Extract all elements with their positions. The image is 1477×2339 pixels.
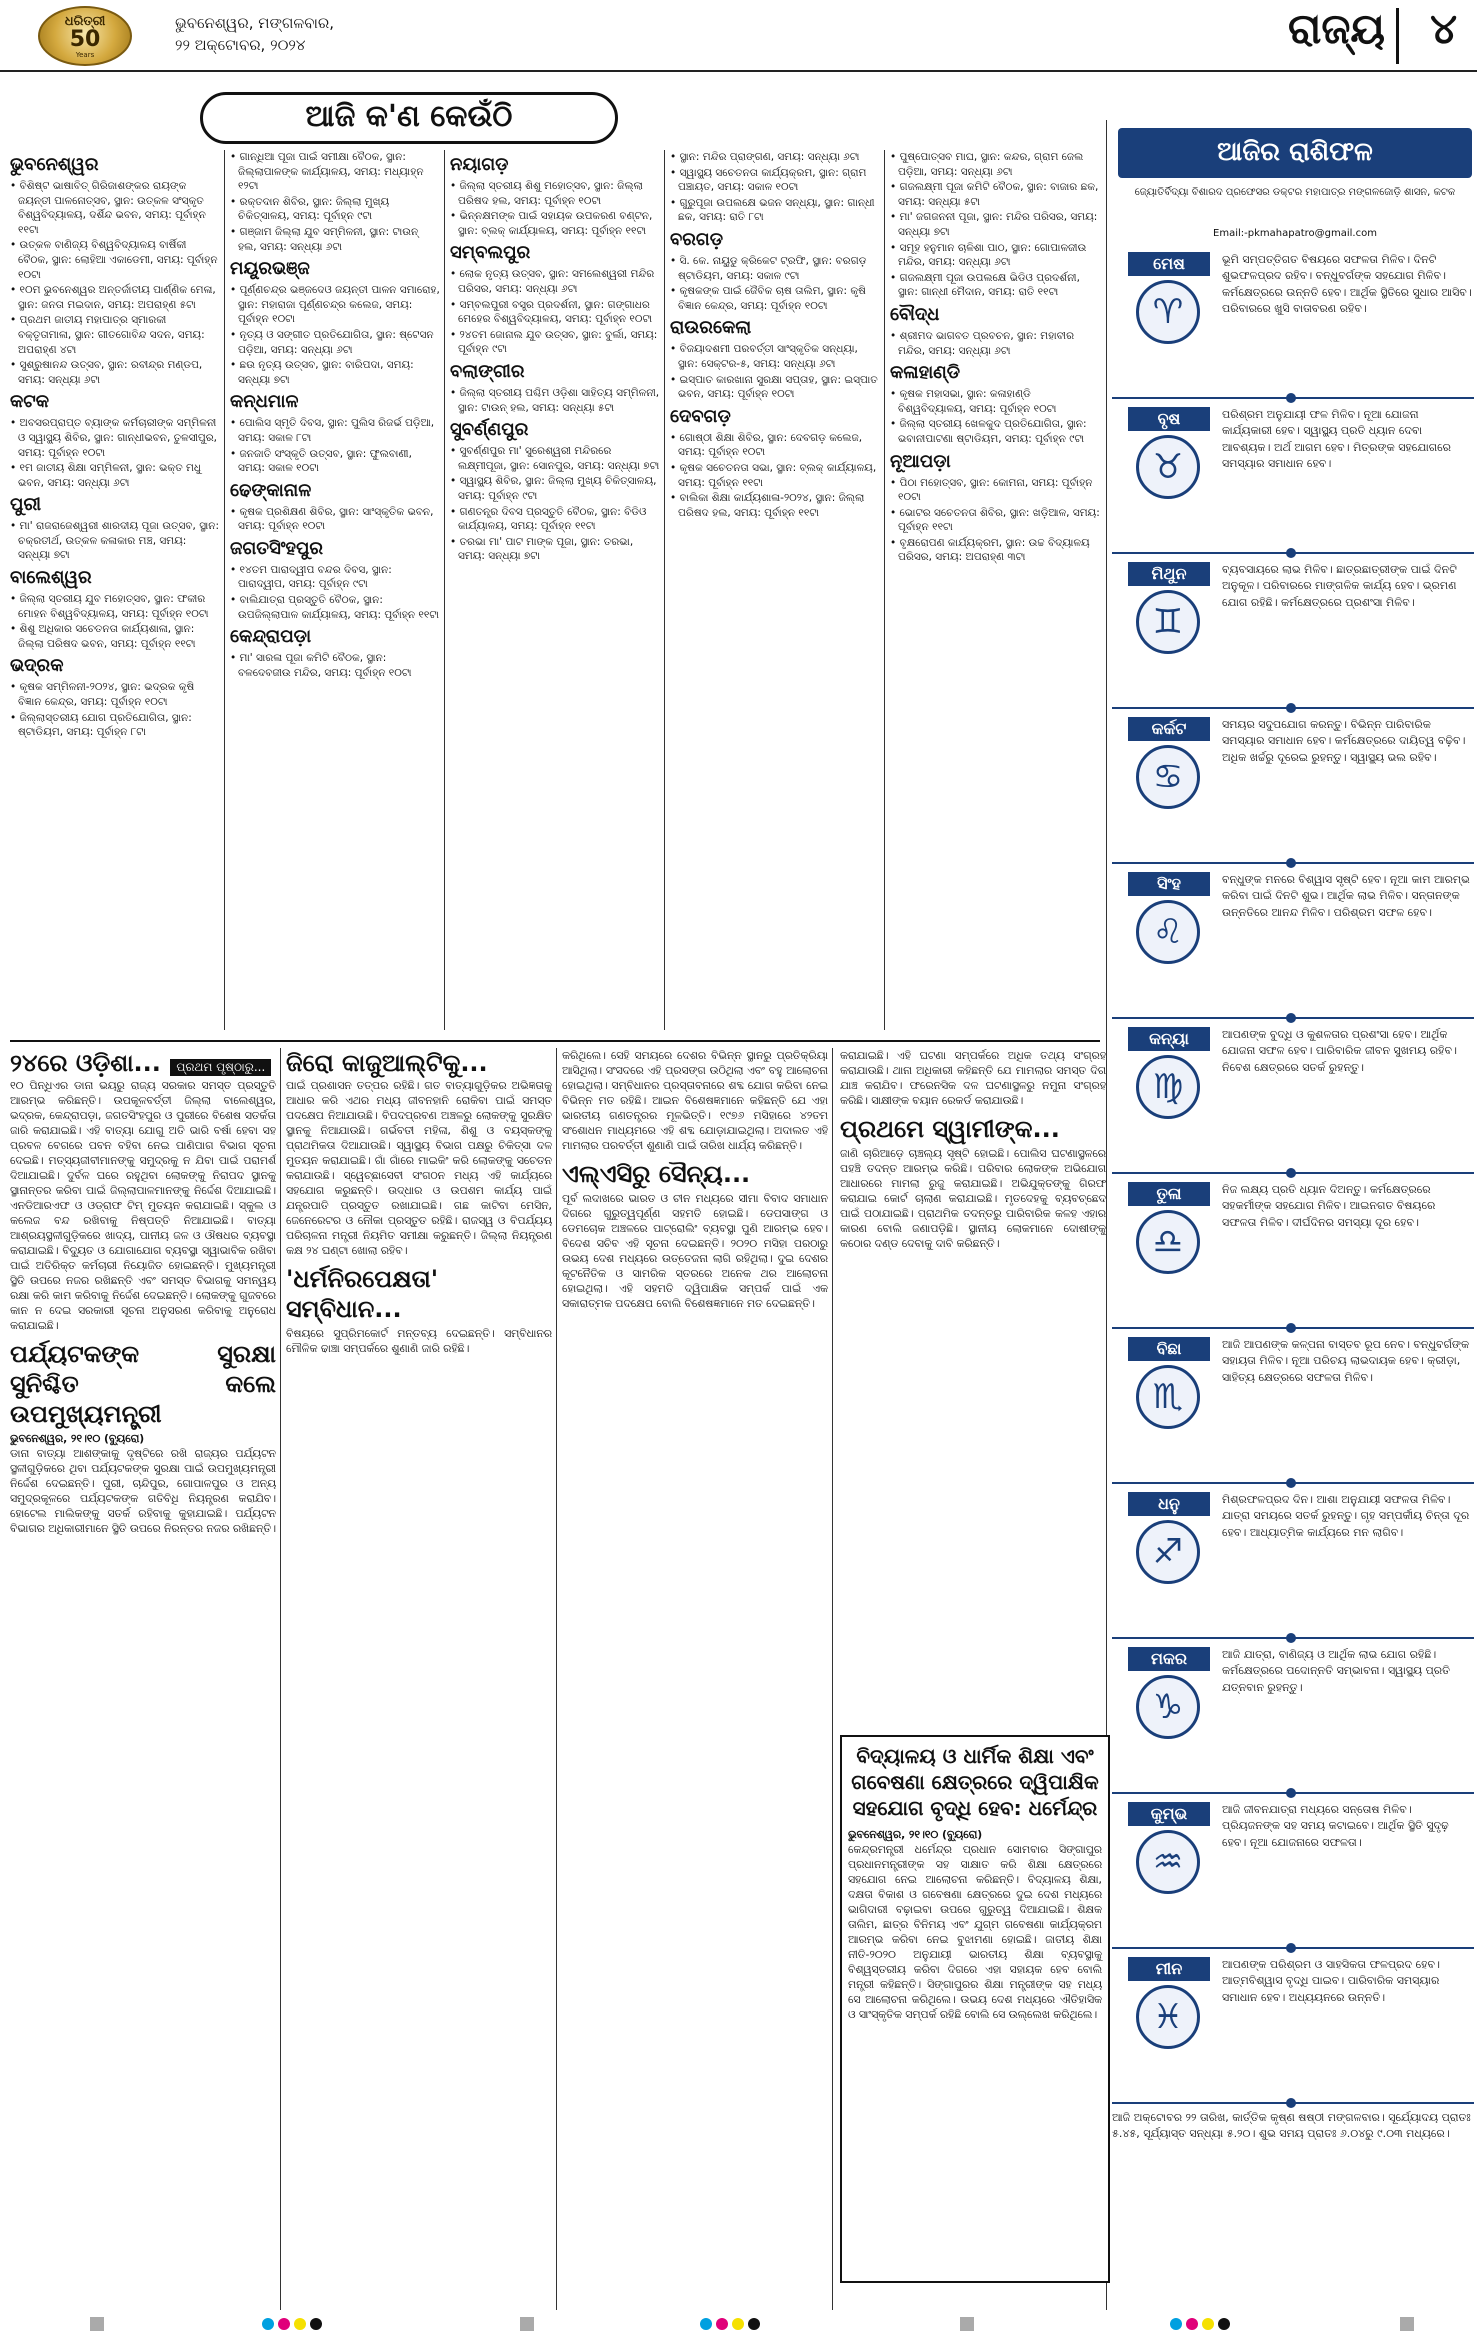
- rashi-block: [1112, 1802, 1474, 1943]
- event-item: • ଶିଶୁ ଅଧିକାର ସଚେତନତା କାର୍ଯ୍ୟଶାଳା, ସ୍ଥାନ: ଜିଲ୍ଲା ପରିଷଦ ଭବନ, ସମୟ: ପୂର୍ବାହ୍ନ ୧୧ଟା: [10, 623, 196, 650]
- event-item: • ପିଠା ମହୋତ୍ସବ, ସ୍ଥାନ: କୋମନା, ସମୟ: ପୂର୍ବାହ୍ନ ୧୦ଟା: [890, 476, 1093, 504]
- rashi-block: [1112, 1182, 1474, 1323]
- rashi-text: ବନ୍ଧୁଙ୍କ ମନରେ ବିଶ୍ୱାସ ସୃଷ୍ଟି ହେବ। ନୂଆ କାମ ଆରମ୍ଭ କରିବା ପାଇଁ ଦିନଟି ଶୁଭ। ଆର୍ଥିକ ଲାଭ ମିଳିବ। ସନ୍ତାନଙ୍କ ଉନ୍ନତିରେ ଆନନ୍ଦ ମିଳିବ। ପରିଶ୍ରମ ସଫଳ ହେବ।: [1222, 873, 1470, 919]
- logo-years-number: 50: [69, 27, 101, 52]
- zodiac-icon: ♉: [1136, 435, 1200, 499]
- event-item: • କୃଷକ ମହାସଭା, ସ୍ଥାନ: କଳାହାଣ୍ଡି ବିଶ୍ୱବିଦ୍ୟାଳୟ, ସମୟ: ପୂର୍ବାହ୍ନ ୧୦ଟା: [890, 388, 1057, 415]
- dateline-date: ୨୨ ଅକ୍ଟୋବର, ୨୦୨୪: [175, 36, 306, 54]
- event-item: • ବିଜୟାଦଶମୀ ପରବର୍ତ୍ତୀ ସାଂସ୍କୃତିକ ସନ୍ଧ୍ୟା, ସ୍ଥାନ: ସେକ୍ଟର-୫, ସମୟ: ସନ୍ଧ୍ୟା ୬ଟା: [670, 343, 858, 370]
- event-item: • ସ୍ଥାନ: ମନ୍ଦିର ପ୍ରାଙ୍ଗଣ, ସମୟ: ସନ୍ଧ୍ୟା ୬ଟା: [670, 151, 860, 163]
- event-item: • ମା' ସାରଳା ପୂଜା କମିଟି ବୈଠକ, ସ୍ଥାନ: ବଳଦେବଜୀଉ ମନ୍ଦିର, ସମୟ: ପୂର୍ବାହ୍ନ ୧୦ଟା: [230, 652, 412, 679]
- story2-headline: ପର୍ଯ୍ୟଟକଙ୍କ ସୁରକ୍ଷା ସୁନିଶ୍ଚିତ କଲେ ଉପମୁଖ୍ୟମନ୍ତ୍ରୀ: [10, 1340, 276, 1428]
- event-item: • ଜିଲ୍ଲା ସ୍ତରୀୟ ଯୁବ ମହୋତ୍ସବ, ସ୍ଥାନ: ଫକୀର ମୋହନ ବିଶ୍ୱବିଦ୍ୟାଳୟ, ସମୟ: ପୂର୍ବାହ୍ନ ୧୦ଟା: [10, 593, 209, 620]
- dateline-place-day: ଭୁବନେଶ୍ୱର, ମଙ୍ଗଳବାର,: [175, 14, 335, 32]
- district-heading: ଢେଙ୍କାନାଳ: [230, 479, 312, 501]
- gray-square-icon: [960, 2317, 974, 2331]
- column-divider: [444, 150, 445, 1030]
- district-heading: ଭଦ୍ରକ: [10, 655, 64, 677]
- column-divider: [556, 1048, 557, 2310]
- rashi-title: କନ୍ୟା: [1128, 1027, 1210, 1051]
- story7-headline: ପ୍ରଥମେ ସ୍ୱାମୀଙ୍କ...: [840, 1115, 1060, 1143]
- yellow-dot-icon: [1202, 2318, 1214, 2330]
- print-registration-mark: [520, 2316, 534, 2332]
- district-heading: ବରଗଡ଼: [670, 228, 724, 250]
- black-dot-icon: [310, 2318, 322, 2330]
- event-item: • ପ୍ରଥମ ଜାତୀୟ ମହାପାତ୍ର ସ୍ମାରକୀ ବକ୍ତୃତାମାଳା, ସ୍ଥାନ: ଗୀତଗୋବିନ୍ଦ ସଦନ, ସମୟ: ଅପରାହ୍ଣ ୪ଟା: [10, 314, 205, 356]
- district-heading: ମୟୂରଭଞ୍ଜ: [230, 258, 310, 280]
- district-heading: ବୌଦ୍ଧ: [890, 303, 940, 325]
- logo-name: ଧରିତ୍ରୀ: [64, 14, 106, 29]
- magenta-dot-icon: [716, 2318, 728, 2330]
- rashi-text: ବ୍ୟବସାୟରେ ଲାଭ ମିଳିବ। ଛାତ୍ରଛାତ୍ରୀଙ୍କ ପାଇଁ ଦିନଟି ଅନୁକୂଳ। ପରିବାରରେ ମାଙ୍ଗଳିକ କାର୍ଯ୍ୟ ହେବ। ଭ୍ରମଣ ଯୋଗ ରହିଛି। କର୍ମକ୍ଷେତ୍ରରେ ପ୍ରଶଂସା ମିଳିବ।: [1222, 563, 1457, 609]
- event-item: • କୃଷକ ସଚେତନତା ସଭା, ସ୍ଥାନ: ବ୍ଲକ୍ କାର୍ଯ୍ୟାଳୟ, ସମୟ: ପୂର୍ବାହ୍ନ ୧୧ଟା: [670, 461, 877, 489]
- event-item: • ମା' ରାଜରାଜେଶ୍ୱରୀ ଶାରଦୀୟ ପୂଜା ଉତ୍ସବ, ସ୍ଥାନ: ଚକ୍ରତୀର୍ଥ, ଉତ୍କଳ କଳାକାର ମଞ୍ଚ, ସମୟ: ସନ୍ଧ୍ୟା ୭ଟା: [10, 520, 220, 562]
- event-item: • ମା' ଜଗଜନନୀ ପୂଜା, ସ୍ଥାନ: ମନ୍ଦିର ପରିସର, ସମୟ: ସନ୍ଧ୍ୟା ୭ଟା: [890, 211, 1098, 238]
- rashi-title: ମକର: [1128, 1647, 1210, 1671]
- zodiac-icon: ♎: [1136, 1210, 1200, 1274]
- event-item: • ଉତ୍କଳ ବାଣିଜ୍ୟ ବିଶ୍ୱବିଦ୍ୟାଳୟ ବାର୍ଷିକୀ ବୈଠକ, ସ୍ଥାନ: ଲୋହିଆ ଏକାଡେମୀ, ସମୟ: ପୂର୍ବାହ୍ନ ୧୦ଟା: [10, 239, 218, 281]
- zodiac-icon: ♒: [1136, 1830, 1200, 1894]
- event-item: • ପୁଷ୍ପୋତ୍ସବ ମାଘ, ସ୍ଥାନ: କନ୍ଦର, ଗ୍ରାମ ଜେଲ ପଡ଼ିଆ, ସମୟ: ସନ୍ଧ୍ୟା ୬ଟା: [890, 151, 1084, 178]
- event-item: • ୧୪ତମ ପାରାଦ୍ୱୀପ ବନ୍ଦର ଦିବସ, ସ୍ଥାନ: ପାରାଦ୍ୱୀପ, ସମୟ: ପୂର୍ବାହ୍ନ ୯ଟା: [230, 563, 392, 591]
- district-heading: ଜଗତସିଂହପୁର: [230, 537, 324, 559]
- district-heading: ନୟାଗଡ଼: [450, 154, 509, 175]
- rashi-text: ଆଜି ଯାତ୍ରା, ବାଣିଜ୍ୟ ଓ ଆର୍ଥିକ ଲାଭ ଯୋଗ ରହିଛି। କର୍ମକ୍ଷେତ୍ରରେ ପଦୋନ୍ନତି ସମ୍ଭାବନା। ସ୍ୱାସ୍ଥ୍ୟ ପ୍ରତି ଯତ୍ନବାନ ରୁହନ୍ତୁ।: [1222, 1648, 1450, 1694]
- event-item: • ବାଲିଯାତ୍ରା ପ୍ରସ୍ତୁତି ବୈଠକ, ସ୍ଥାନ: ଉପଜିଲ୍ଲାପାଳ କାର୍ଯ୍ୟାଳୟ, ସମୟ: ପୂର୍ବାହ୍ନ ୧୧ଟା: [230, 594, 440, 621]
- events-banner: ଆଜି କ'ଣ କେଉଁଠି: [200, 92, 618, 144]
- story4-body: ବିଷୟରେ ସୁପ୍ରିମକୋର୍ଟ ମନ୍ତବ୍ୟ ଦେଇଛନ୍ତି। ସମ୍ବିଧାନର ମୌଳିକ ଢାଞ୍ଚା ସମ୍ପର୍କରେ ଶୁଣାଣି ଜାରି ରହିଛି।: [286, 1327, 552, 1355]
- print-registration-mark: [262, 2316, 322, 2332]
- rashi-text: ଆପଣଙ୍କ ବୁଦ୍ଧି ଓ କୁଶଳତାର ପ୍ରଶଂସା ହେବ। ଆର୍ଥିକ ଯୋଜନା ସଫଳ ହେବ। ପାରିବାରିକ ଜୀବନ ସୁଖମୟ ରହିବ। ନିବେଶ କ୍ଷେତ୍ରରେ ସତର୍କ ରୁହନ୍ତୁ।: [1222, 1028, 1457, 1074]
- print-registration-mark: [960, 2316, 974, 2332]
- rashi-title: ମୀନ: [1128, 1957, 1210, 1981]
- district-heading: ନୂଆପଡ଼ା: [890, 450, 951, 472]
- rashi-separator: [1112, 393, 1474, 403]
- events-column-4: [670, 150, 880, 1030]
- rashi-text: ଭୂମି ସମ୍ପତ୍ତିଗତ ବିଷୟରେ ସଫଳତା ମିଳିବ। ଦିନଟି ଶୁଭଫଳପ୍ରଦ ରହିବ। ବନ୍ଧୁବର୍ଗଙ୍କ ସହଯୋଗ ମିଳିବ। କର୍ମକ୍ଷେତ୍ରରେ ଉନ୍ନତି ହେବ। ଆର୍ଥିକ ସ୍ଥିତିରେ ସୁଧାର ଆସିବ। ପରିବାରରେ ଖୁସି ବାତାବରଣ ରହିବ।: [1222, 253, 1472, 316]
- events-column-5: [890, 150, 1100, 1030]
- district-heading: ବଲାଙ୍ଗୀର: [450, 360, 525, 382]
- print-registration-mark: [90, 2316, 104, 2332]
- cyan-dot-icon: [1170, 2318, 1182, 2330]
- zodiac-icon: ♋: [1136, 745, 1200, 809]
- zodiac-icon: ♑: [1136, 1675, 1200, 1739]
- news-rule: [10, 1040, 1100, 1042]
- rashi-title: କୁମ୍ଭ: [1128, 1802, 1210, 1826]
- event-item: • ରକ୍ତଦାନ ଶିବିର, ସ୍ଥାନ: ଜିଲ୍ଲା ମୁଖ୍ୟ ଚିକିତ୍ସାଳୟ, ସମୟ: ପୂର୍ବାହ୍ନ ୯ଟା: [230, 195, 390, 223]
- boxed-story-headline: ବିଦ୍ୟାଳୟ ଓ ଧାର୍ମିକ ଶିକ୍ଷା ଏବଂ ଗବେଷଣା କ୍ଷେତ୍ରରେ ଦ୍ୱିପାକ୍ଷିକ ସହଯୋଗ ବୃଦ୍ଧି ହେବ: ଧର୍ମେନ୍ଦ୍ର: [851, 1744, 1099, 1820]
- rashi-block: [1112, 562, 1474, 703]
- rashi-title: ବିଛା: [1128, 1337, 1210, 1361]
- boxed-story: [840, 1735, 1110, 2283]
- rashi-separator: [1112, 2098, 1474, 2108]
- story2-dateline: ଭୁବନେଶ୍ୱର, ୨୧।୧୦ (ବ୍ୟୁରୋ): [10, 1432, 145, 1445]
- rashi-block: [1112, 1027, 1474, 1168]
- event-item: • ପୂର୍ଣ୍ଣଚନ୍ଦ୍ର ଭଞ୍ଜଦେଓ ଜୟନ୍ତୀ ପାଳନ ସମାରୋହ, ସ୍ଥାନ: ମହାରାଜା ପୂର୍ଣ୍ଣଚନ୍ଦ୍ର କଲେଜ, ସମୟ: ପୂର୍ବାହ୍ନ ୧୦ଟା: [230, 284, 440, 326]
- cyan-dot-icon: [262, 2318, 274, 2330]
- rashi-text: ଆପଣଙ୍କ ପରିଶ୍ରମ ଓ ସାହସିକତା ଫଳପ୍ରଦ ହେବ। ଆତ୍ମବିଶ୍ୱାସ ବୃଦ୍ଧି ପାଇବ। ପାରିବାରିକ ସମସ୍ୟାର ସମାଧାନ ହେବ। ଅଧ୍ୟୟନରେ ଉନ୍ନତି।: [1222, 1958, 1440, 2004]
- events-column-3: [450, 150, 660, 1030]
- event-item: • ସୁଶ୍ରୁଷାନନ୍ଦ ଉତ୍ସବ, ସ୍ଥାନ: ରବୀନ୍ଦ୍ର ମଣ୍ଡପ, ସମୟ: ସନ୍ଧ୍ୟା ୬ଟା: [10, 359, 203, 386]
- rashi-block: [1112, 407, 1474, 548]
- district-heading: କେନ୍ଦ୍ରାପଡ଼ା: [230, 626, 312, 648]
- zodiac-icon: ♏: [1136, 1365, 1200, 1429]
- rashi-block: [1112, 717, 1474, 858]
- rashiphala-author: ଜ୍ୟୋତିର୍ବିଦ୍ୟା ବିଶାରଦ ପ୍ରଫେସର ଡକ୍ଟର ମହାପାତ୍ର ମଙ୍ଗଳଜୋଡ଼ି ଶାସନ, କଟକ: [1134, 187, 1456, 198]
- rashi-block: [1112, 872, 1474, 1013]
- rashi-block: [1112, 1647, 1474, 1788]
- event-item: • ନୃତ୍ୟ ଓ ସଙ୍ଗୀତ ପ୍ରତିଯୋଗିତା, ସ୍ଥାନ: ଷ୍ଟେସନ ପଡ଼ିଆ, ସମୟ: ସନ୍ଧ୍ୟା ୬ଟା: [230, 328, 434, 356]
- event-item: • ସମ୍ବଲପୁରୀ ବସ୍ତ୍ର ପ୍ରଦର୍ଶନୀ, ସ୍ଥାନ: ଗଙ୍ଗାଧର ମେହେର ବିଶ୍ୱବିଦ୍ୟାଳୟ, ସମୟ: ପୂର୍ବାହ୍ନ ୧୦ଟା: [450, 298, 653, 326]
- column-divider: [664, 150, 665, 1030]
- page-section-name: ରାଜ୍ୟ: [1287, 4, 1385, 53]
- story7-body: ଜାଣି ଚାରିଆଡ଼େ ଚାଞ୍ଚଲ୍ୟ ସୃଷ୍ଟି ହୋଇଛି। ପୋଲିସ ଘଟଣାସ୍ଥଳରେ ପହଞ୍ଚି ତଦନ୍ତ ଆରମ୍ଭ କରିଛି। ପରିବାର ଲୋକଙ୍କ ଅଭିଯୋଗ ଆଧାରରେ ମାମଲା ରୁଜୁ କରାଯାଇଛି। ଅଭିଯୁକ୍ତଙ୍କୁ ଗିରଫ କରାଯାଇ କୋର୍ଟ ଚାଲାଣ କରାଯାଇଛି। ମୃତଦେହକୁ ବ୍ୟବଚ୍ଛେଦ ପାଇଁ ପଠାଯାଇଛି। ପ୍ରାଥମିକ ତଦନ୍ତରୁ ପାରିବାରିକ କଳହ ଏହାର କାରଣ ବୋଲି ଜଣାପଡ଼ିଛି। ସ୍ଥାନୀୟ ଲୋକମାନେ ଦୋଷୀଙ୍କୁ କଠୋର ଦଣ୍ଡ ଦେବାକୁ ଦାବି କରିଛନ୍ତି।: [840, 1147, 1106, 1250]
- district-heading: ରାଉରକେଲା: [670, 317, 752, 339]
- news-column-4: [840, 1048, 1106, 1728]
- story3-headline: ଜିରୋ କାଜୁଆଲ୍‌ଟିକୁ...: [286, 1049, 488, 1077]
- event-item: • ସମୂହ ହନୁମାନ ଚାଳିଶା ପାଠ, ସ୍ଥାନ: ଗୋପାଳଜୀଉ ମନ୍ଦିର, ସମୟ: ସନ୍ଧ୍ୟା ୬ଟା: [890, 241, 1087, 269]
- event-item: • ଭିନ୍ନକ୍ଷମଙ୍କ ପାଇଁ ସହାୟକ ଉପକରଣ ବଣ୍ଟନ, ସ୍ଥାନ: ବ୍ଲକ୍ କାର୍ଯ୍ୟାଳୟ, ସମୟ: ପୂର୍ବାହ୍ନ ୧୧ଟା: [450, 210, 653, 237]
- event-item: • ବିଶିଷ୍ଟ ଭାଷାବିତ୍ ଗିରିଜାଶଙ୍କର ରାୟଙ୍କ ଜୟନ୍ତୀ ପାଳନୋତ୍ସବ, ସ୍ଥାନ: ଉତ୍କଳ ସଂସ୍କୃତ ବିଶ୍ୱବିଦ୍ୟାଳୟ, ଦର୍ଶିନ୍ଦ ଭବନ, ସମୟ: ପୂର୍ବାହ୍ନ ୧୧ଟା: [10, 180, 206, 236]
- boxed-story-dateline: ଭୁବନେଶ୍ୱର, ୨୧।୧୦ (ବ୍ୟୁରୋ): [848, 1828, 983, 1841]
- event-item: • ଛଉ ନୃତ୍ୟ ଉତ୍ସବ, ସ୍ଥାନ: ବାରିପଦା, ସମୟ: ସନ୍ଧ୍ୟା ୭ଟା: [230, 359, 414, 386]
- story8-body: କରାଯାଇଛି। ଏହି ଘଟଣା ସମ୍ପର୍କରେ ଅଧିକ ତଥ୍ୟ ସଂଗ୍ରହ କରାଯାଉଛି। ଥାନା ଅଧିକାରୀ କହିଛନ୍ତି ଯେ ମାମଲାର ସମସ୍ତ ଦିଗ ଯାଞ୍ଚ କରାଯିବ। ଫରେନସିକ ଦଳ ଘଟଣାସ୍ଥଳରୁ ନମୁନା ସଂଗ୍ରହ କରିଛି। ସାକ୍ଷୀଙ୍କ ବୟାନ ରେକର୍ଡ କରାଯାଉଛି।: [840, 1049, 1106, 1107]
- zodiac-icon: ♍: [1136, 1055, 1200, 1119]
- rashi-text: ଆଜି ଆପଣଙ୍କ କଳ୍ପନା ବାସ୍ତବ ରୂପ ନେବ। ବନ୍ଧୁବର୍ଗଙ୍କ ସହାୟତା ମିଳିବ। ନୂଆ ପରିଚୟ ଲାଭଦାୟକ ହେବ। କ୍ରୀଡ଼ା, ସାହିତ୍ୟ କ୍ଷେତ୍ରରେ ସଫଳତା ମିଳିବ।: [1222, 1338, 1470, 1384]
- event-item: • ସ୍ୱାସ୍ଥ୍ୟ ଶିବିର, ସ୍ଥାନ: ଜିଲ୍ଲା ମୁଖ୍ୟ ଚିକିତ୍ସାଳୟ, ସମୟ: ପୂର୍ବାହ୍ନ ୯ଟା: [450, 475, 657, 502]
- rashi-separator: [1112, 1633, 1474, 1643]
- rashi-title: ମିଥୁନ: [1128, 562, 1210, 586]
- story1-headline: ୨୪ରେ ଓଡ଼ିଶା...: [10, 1049, 161, 1077]
- event-item: • ଇସ୍ପାତ କାରଖାନା ସୁରକ୍ଷା ସପ୍ତାହ, ସ୍ଥାନ: ଇସ୍ପାତ ଭବନ, ସମୟ: ପୂର୍ବାହ୍ନ ୧୦ଟା: [670, 373, 878, 401]
- gray-square-icon: [520, 2317, 534, 2331]
- story-headline: [10, 1048, 276, 1078]
- event-item: • ଅବସରପ୍ରାପ୍ତ ବ୍ୟାଙ୍କ କର୍ମଚାରୀଙ୍କ ସମ୍ମିଳନୀ ଓ ସ୍ୱାସ୍ଥ୍ୟ ଶିବିର, ସ୍ଥାନ: ଗାନ୍ଧୀଭବନ, ତୁଳସୀପୁର, ସମୟ: ପୂର୍ବାହ୍ନ ୧୦ଟା: [10, 417, 218, 459]
- black-dot-icon: [1218, 2318, 1230, 2330]
- rashi-separator: [1112, 1788, 1474, 1798]
- event-item: • ସ୍ୱାସ୍ଥ୍ୟ ସଚେତନତା କାର୍ଯ୍ୟକ୍ରମ, ସ୍ଥାନ: ଗ୍ରାମ ପଞ୍ଚାୟତ, ସମୟ: ସକାଳ ୧୦ଟା: [670, 166, 867, 194]
- rashi-separator: [1112, 1478, 1474, 1488]
- story5-body: କରିଥିଲେ। ସେହି ସମୟରେ ଦେଶର ବିଭିନ୍ନ ସ୍ଥାନରୁ ପ୍ରତିକ୍ରିୟା ଆସିଥିଲା। ସଂସଦରେ ଏହି ପ୍ରସଙ୍ଗ ଉଠିଥିଲା ଏବଂ ବହୁ ଆଲୋଚନା ହୋଇଥିଲା। ସମ୍ବିଧାନର ପ୍ରସ୍ତାବନାରେ ଶବ୍ଦ ଯୋଗ କରିବା ନେଇ ବିଭିନ୍ନ ମତ ରହିଛି। ଆଇନ ବିଶେଷଜ୍ଞମାନେ କହିଛନ୍ତି ଯେ ଏହା ଭାରତୀୟ ଗଣତନ୍ତ୍ରର ମୂଳଭିତ୍ତି। ୧୯୭୬ ମସିହାରେ ୪୨ତମ ସଂଶୋଧନ ମାଧ୍ୟମରେ ଏହି ଶବ୍ଦ ଯୋଡ଼ାଯାଇଥିଲା। ଅଦାଲତ ଏହି ମାମଲାର ପରବର୍ତ୍ତୀ ଶୁଣାଣି ପାଇଁ ତାରିଖ ଧାର୍ଯ୍ୟ କରିଛନ୍ତି।: [562, 1049, 828, 1152]
- event-item: • ତରଭା ମା' ପାଟ ମାଙ୍କ ପୂଜା, ସ୍ଥାନ: ତରଭା, ସମୟ: ସନ୍ଧ୍ୟା ୭ଟା: [450, 535, 634, 563]
- event-item: • ଭୋଟର ସଚେତନତା ଶିବିର, ସ୍ଥାନ: ଖଡ଼ିଆଳ, ସମୟ: ପୂର୍ବାହ୍ନ ୧୧ଟା: [890, 506, 1100, 534]
- event-item: • କୃଷକଙ୍କ ପାଇଁ ଜୈବିକ ଚାଷ ତାଲିମ, ସ୍ଥାନ: କୃଷି ବିଜ୍ଞାନ କେନ୍ଦ୍ର, ସମୟ: ପୂର୍ବାହ୍ନ ୧୦ଟା: [670, 285, 866, 312]
- event-item: • ଗଜଲକ୍ଷ୍ମୀ ପୂଜା ଉପଲକ୍ଷେ ଭିଡିଓ ପ୍ରଦର୍ଶନୀ, ସ୍ଥାନ: ଗାନ୍ଧୀ ମୈଦାନ, ସମୟ: ରାତି ୧୧ଟା: [890, 271, 1080, 299]
- event-item: • ସି. କେ. ନାୟୁଡୁ କ୍ରିକେଟ ଟ୍ରଫି, ସ୍ଥାନ: ବରଗଡ଼ ଷ୍ଟାଡିୟମ, ସମୟ: ସକାଳ ୯ଟା: [670, 254, 867, 282]
- district-heading: ଦେବଗଡ଼: [670, 405, 731, 427]
- rashi-title: ସିଂହ: [1128, 872, 1210, 896]
- story2-body: ଡାନା ବାତ୍ୟା ଆଶଙ୍କାକୁ ଦୃଷ୍ଟିରେ ରଖି ରାଜ୍ୟର ପର୍ଯ୍ୟଟନ ସ୍ଥଳୀଗୁଡ଼ିକରେ ଥିବା ପର୍ଯ୍ୟଟକଙ୍କ ସୁରକ୍ଷା ପାଇଁ ଉପମୁଖ୍ୟମନ୍ତ୍ରୀ ନିର୍ଦ୍ଦେଶ ଦେଇଛନ୍ତି। ପୁରୀ, ଚାନ୍ଦିପୁର, ଗୋପାଳପୁର ଓ ଅନ୍ୟ ସମୁଦ୍ରକୂଳରେ ପର୍ଯ୍ୟଟକଙ୍କ ଗତିବିଧି ନିୟନ୍ତ୍ରଣ କରାଯିବ। ହୋଟେଲ ମାଲିକଙ୍କୁ ସତର୍କ ରହିବାକୁ କୁହାଯାଇଛି। ପର୍ଯ୍ୟଟନ ବିଭାଗର ଅଧିକାରୀମାନେ ସ୍ଥିତି ଉପରେ ନିରନ୍ତର ନଜର ରଖିଛନ୍ତି।: [10, 1447, 276, 1535]
- rashi-title: ଧନୁ: [1128, 1492, 1210, 1516]
- district-heading: ସୁବର୍ଣ୍ଣପୁର: [450, 419, 529, 441]
- event-item: • ଶ୍ରୀମଦ ଭାଗବତ ପ୍ରବଚନ, ସ୍ଥାନ: ମହାବୀର ମନ୍ଦିର, ସମୟ: ସନ୍ଧ୍ୟା ୬ଟା: [890, 329, 1075, 357]
- event-item: • ସୁବର୍ଣ୍ଣପୁର ମା' ସୁରେଶ୍ୱରୀ ମନ୍ଦିରରେ ଲକ୍ଷ୍ମୀପୂଜା, ସ୍ଥାନ: ସୋନପୁର, ସମୟ: ସନ୍ଧ୍ୟା ୭ଟା: [450, 445, 660, 472]
- rashi-title: କର୍କଟ: [1128, 717, 1210, 741]
- print-registration-mark: [700, 2316, 760, 2332]
- event-item: • ଗଣତନ୍ତ୍ର ଦିବସ ପ୍ରସ୍ତୁତି ବୈଠକ, ସ୍ଥାନ: ବିଡିଓ କାର୍ଯ୍ୟାଳୟ, ସମୟ: ପୂର୍ବାହ୍ନ ୧୧ଟା: [450, 505, 647, 533]
- rashi-separator: [1112, 858, 1474, 868]
- event-item: • କୃଷକ ପ୍ରଶିକ୍ଷଣ ଶିବିର, ସ୍ଥାନ: ସାଂସ୍କୃତିକ ଭବନ, ସମୟ: ପୂର୍ବାହ୍ନ ୧୦ଟା: [230, 505, 434, 533]
- event-item: • ବୃକ୍ଷରୋପଣ କାର୍ଯ୍ୟକ୍ରମ, ସ୍ଥାନ: ଉଚ୍ଚ ବିଦ୍ୟାଳୟ ପରିସର, ସମୟ: ଅପରାହ୍ଣ ୩ଟା: [890, 536, 1090, 564]
- masthead: [0, 0, 1477, 72]
- district-heading: ସମ୍ବଲପୁର: [450, 242, 531, 264]
- event-item: • ଗଞ୍ଜାମ ଜିଲ୍ଲା ଯୁବ ସମ୍ମିଳନୀ, ସ୍ଥାନ: ଟାଉନ୍ ହଲ, ସମୟ: ସନ୍ଧ୍ୟା ୬ଟା: [230, 225, 419, 253]
- rashiphala-banner: ଆଜିର ରାଶିଫଳ: [1118, 128, 1472, 178]
- news-column-1: [10, 1048, 276, 2310]
- rashi-block: [1112, 1492, 1474, 1633]
- event-item: • ୧ମ ଜାତୀୟ ଶିକ୍ଷା ସମ୍ମିଳନୀ, ସ୍ଥାନ: ଭକ୍ତ ମଧୁ ଭବନ, ସମୟ: ସନ୍ଧ୍ୟା ୬ଟା: [10, 462, 201, 489]
- event-item: • ଜନଜାତି ସଂସ୍କୃତି ଉତ୍ସବ, ସ୍ଥାନ: ଫୁଲବାଣୀ, ସମୟ: ସକାଳ ୧୦ଟା: [230, 447, 412, 475]
- boxed-story-body: କେନ୍ଦ୍ରମନ୍ତ୍ରୀ ଧର୍ମେନ୍ଦ୍ର ପ୍ରଧାନ ସୋମବାର ସିଙ୍ଗାପୁର ପ୍ରଧାନମନ୍ତ୍ରୀଙ୍କ ସହ ସାକ୍ଷାତ କରି ଶିକ୍ଷା କ୍ଷେତ୍ରରେ ସହଯୋଗ ନେଇ ଆଲୋଚନା କରିଛନ୍ତି। ବିଦ୍ୟାଳୟ ଶିକ୍ଷା, ଦକ୍ଷତା ବିକାଶ ଓ ଗବେଷଣା କ୍ଷେତ୍ରରେ ଦୁଇ ଦେଶ ମଧ୍ୟରେ ଭାଗିଦାରୀ ବଢ଼ାଇବା ଉପରେ ଗୁରୁତ୍ୱ ଦିଆଯାଇଛି। ଶିକ୍ଷକ ତାଲିମ, ଛାତ୍ର ବିନିମୟ ଏବଂ ଯୁଗ୍ମ ଗବେଷଣା କାର୍ଯ୍ୟକ୍ରମ ଆରମ୍ଭ କରିବା ନେଇ ବୁଝାମଣା ହୋଇଛି। ଜାତୀୟ ଶିକ୍ଷା ନୀତି-୨୦୨୦ ଅନୁଯାୟୀ ଭାରତୀୟ ଶିକ୍ଷା ବ୍ୟବସ୍ଥାକୁ ବିଶ୍ୱସ୍ତରୀୟ କରିବା ଦିଗରେ ଏହା ସହାୟକ ହେବ ବୋଲି ମନ୍ତ୍ରୀ କହିଛନ୍ତି। ସିଙ୍ଗାପୁରର ଶିକ୍ଷା ମନ୍ତ୍ରୀଙ୍କ ସହ ମଧ୍ୟ ସେ ଆଲୋଚନା କରିଥିଲେ। ଉଭୟ ଦେଶ ମଧ୍ୟରେ ଐତିହାସିକ ଓ ସାଂସ୍କୃତିକ ସମ୍ପର୍କ ରହିଛି ବୋଲି ସେ ଉଲ୍ଲେଖ କରିଥିଲେ।: [848, 1843, 1102, 2021]
- zodiac-icon: ♊: [1136, 590, 1200, 654]
- magenta-dot-icon: [278, 2318, 290, 2330]
- zodiac-icon: ♐: [1136, 1520, 1200, 1584]
- event-item: • କୃଷକ ସମ୍ମିଳନୀ-୨୦୨୪, ସ୍ଥାନ: ଭଦ୍ରକ କୃଷି ବିଜ୍ଞାନ କେନ୍ଦ୍ର, ସମୟ: ପୂର୍ବାହ୍ନ ୧୦ଟା: [10, 681, 195, 709]
- rashi-block: [1112, 1957, 1474, 2098]
- story3-body: ପାଇଁ ପ୍ରଶାସନ ତତ୍ପର ରହିଛି। ଗତ ବାତ୍ୟାଗୁଡ଼ିକର ଅଭିଜ୍ଞତାକୁ ଆଧାର କରି ଏଥର ମଧ୍ୟ ଜୀବନହାନି ରୋକିବା ପାଇଁ ସମସ୍ତ ପଦକ୍ଷେପ ନିଆଯାଉଛି। ବିପଦପ୍ରବଣ ଅଞ୍ଚଳରୁ ଲୋକଙ୍କୁ ସୁରକ୍ଷିତ ସ୍ଥାନକୁ ନିଆଯାଉଛି। ଗର୍ଭବତୀ ମହିଳା, ଶିଶୁ ଓ ବୟସ୍କଙ୍କୁ ପ୍ରାଥମିକତା ଦିଆଯାଉଛି। ସ୍ୱାସ୍ଥ୍ୟ ବିଭାଗ ପକ୍ଷରୁ ଚିକିତ୍ସା ଦଳ ମୁତୟନ କରାଯାଇଛି। ଗାଁ ଗାଁରେ ମାଇକିଂ କରି ଲୋକଙ୍କୁ ସଚେତନ କରାଯାଉଛି। ସ୍ୱେଚ୍ଛାସେବୀ ସଂଗଠନ ମଧ୍ୟ ଏହି କାର୍ଯ୍ୟରେ ସହଯୋଗ କରୁଛନ୍ତି। ଉଦ୍ଧାର ଓ ଉପଶମ କାର୍ଯ୍ୟ ପାଇଁ ଯନ୍ତ୍ରପାତି ପ୍ରସ୍ତୁତ ରଖାଯାଇଛି। ଗଛ କାଟିବା ମେସିନ, ଜେନେରେଟର ଓ ନୌକା ପ୍ରସ୍ତୁତ ରହିଛି। ରାଜସ୍ୱ ଓ ବିପର୍ଯ୍ୟୟ ପରିଚାଳନା ମନ୍ତ୍ରୀ ନିୟମିତ ସମୀକ୍ଷା କରୁଛନ୍ତି। ଜିଲ୍ଲା ନିୟନ୍ତ୍ରଣ କକ୍ଷ ୨୪ ଘଣ୍ଟା ଖୋଲା ରହିବ।: [286, 1079, 552, 1257]
- district-heading: ଭୁବନେଶ୍ୱର: [10, 154, 99, 175]
- rashi-separator: [1112, 1323, 1474, 1333]
- gray-square-icon: [90, 2317, 104, 2331]
- rashi-separator: [1112, 1943, 1474, 1953]
- event-item: • ୨୪ତମ ଜୋନାଲ ଯୁବ ଉତ୍ସବ, ସ୍ଥାନ: ବୁର୍ଲା, ସମୟ: ପୂର୍ବାହ୍ନ ୯ଟା: [450, 328, 658, 356]
- rashi-text: ନିଜ ଲକ୍ଷ୍ୟ ପ୍ରତି ଧ୍ୟାନ ଦିଅନ୍ତୁ। କର୍ମକ୍ଷେତ୍ରରେ ସହକର୍ମୀଙ୍କ ସହଯୋଗ ମିଳିବ। ଆଇନଗତ ବିଷୟରେ ସଫଳତା ମିଳିବ। ଦୀର୍ଘଦିନର ସମସ୍ୟା ଦୂର ହେବ।: [1222, 1183, 1436, 1229]
- story1-body: ୧୦ ପିନ୍ଧିଏର ଡାନା ଭୟରୁ ରାଜ୍ୟ ସରକାର ସମସ୍ତ ପ୍ରସ୍ତୁତି ଆରମ୍ଭ କରିଛନ୍ତି। ଉପକୂଳବର୍ତ୍ତୀ ଜିଲ୍ଲା ବାଲେଶ୍ୱର, ଭଦ୍ରକ, କେନ୍ଦ୍ରାପଡ଼ା, ଜଗତସିଂହପୁର ଓ ପୁରୀରେ ବିଶେଷ ସତର୍କତା ଜାରି କରାଯାଇଛି। ଏହି ବାତ୍ୟା ଯୋଗୁ ଅତି ଭାରି ବର୍ଷା ହେବା ସହ ପ୍ରବଳ ବେଗରେ ପବନ ବହିବା ନେଇ ପାଣିପାଗ ବିଭାଗ ସୂଚନା ଦେଇଛି। ମତ୍ସ୍ୟଜୀବୀମାନଙ୍କୁ ସମୁଦ୍ରକୁ ନ ଯିବା ପାଇଁ ପରାମର୍ଶ ଦିଆଯାଇଛି। ଦୁର୍ବଳ ଘରେ ରହୁଥିବା ଲୋକଙ୍କୁ ନିରାପଦ ସ୍ଥାନକୁ ସ୍ଥାନାନ୍ତର କରିବା ପାଇଁ ଜିଲ୍ଲାପାଳମାନଙ୍କୁ ନିର୍ଦ୍ଦେଶ ଦିଆଯାଇଛି। ଏନଡିଆରଏଫ ଓ ଓଡ୍ରାଫ ଟିମ୍ ମୁତୟନ କରାଯାଇଛି। ସ୍କୁଲ ଓ କଲେଜ ବନ୍ଦ ରଖିବାକୁ ନିଷ୍ପତ୍ତି ନିଆଯାଇଛି। ବାତ୍ୟା ଆଶ୍ରୟସ୍ଥଳୀଗୁଡ଼ିକରେ ଖାଦ୍ୟ, ପାନୀୟ ଜଳ ଓ ଔଷଧର ବ୍ୟବସ୍ଥା କରାଯାଇଛି। ବିଦ୍ୟୁତ ଓ ଯୋଗାଯୋଗ ବ୍ୟବସ୍ଥା ସ୍ୱାଭାବିକ ରଖିବା ପାଇଁ ଅତିରିକ୍ତ କର୍ମଚାରୀ ନିୟୋଜିତ ହୋଇଛନ୍ତି। ମୁଖ୍ୟମନ୍ତ୍ରୀ ସ୍ଥିତି ଉପରେ ନଜର ରଖିଛନ୍ତି ଏବଂ ସମସ୍ତ ବିଭାଗକୁ ସମନ୍ୱୟ ରକ୍ଷା କରି କାମ କରିବାକୁ ନିର୍ଦ୍ଦେଶ ଦେଇଛନ୍ତି। ଲୋକଙ୍କୁ ଗୁଜବରେ କାନ ନ ଦେଇ ସରକାରୀ ସୂଚନା ଅନୁସରଣ କରିବାକୁ ଅନୁରୋଧ କରାଯାଇଛି।: [10, 1079, 276, 1332]
- district-heading: ପୁରୀ: [10, 494, 42, 516]
- news-column-2: [286, 1048, 552, 2310]
- event-item: • ଜିଲ୍ଲା ସ୍ତରୀୟ ପଶ୍ଚିମ ଓଡ଼ିଶା ସାହିତ୍ୟ ସମ୍ମିଳନୀ, ସ୍ଥାନ: ଟାଉନ୍ ହଲ, ସମୟ: ସନ୍ଧ୍ୟା ୫ଟା: [450, 386, 660, 414]
- rashi-text: ମିଶ୍ରଫଳପ୍ରଦ ଦିନ। ଆଶା ଅନୁଯାୟୀ ସଫଳତା ମିଳିବ। ଯାତ୍ରା ସମୟରେ ସତର୍କ ରୁହନ୍ତୁ। ଗୃହ ସମ୍ପର୍କୀୟ ଚିନ୍ତା ଦୂର ହେବ। ଆଧ୍ୟାତ୍ମିକ କାର୍ଯ୍ୟରେ ମନ ଲାଗିବ।: [1222, 1493, 1470, 1539]
- rashiphala-footer: ଆଜି ଅକ୍ଟୋବର ୨୨ ତାରିଖ, କାର୍ତ୍ତିକ କୃଷ୍ଣ ଷଷ୍ଠୀ ମଙ୍ଗଳବାର। ସୂର୍ଯ୍ୟୋଦୟ ପ୍ରାତଃ ୫.୪୫, ସୂର୍ଯ୍ୟାସ୍ତ ସନ୍ଧ୍ୟା ୫.୨୦। ଶୁଭ ସମୟ ପ୍ରାତଃ ୬.୦୪ରୁ ୯.୦୩ ମଧ୍ୟରେ।: [1112, 2111, 1471, 2140]
- rashi-text: ଆଜି ଜୀବନଯାତ୍ରା ମଧ୍ୟରେ ସନ୍ତୋଷ ମିଳିବ। ପ୍ରିୟଜନଙ୍କ ସହ ସମୟ କଟାଇବେ। ଆର୍ଥିକ ସ୍ଥିତି ସୁଦୃଢ଼ ହେବ। ନୂଆ ଯୋଜନାରେ ସଫଳତା।: [1222, 1803, 1449, 1849]
- story1-kicker: ପ୍ରଥମ ପୃଷ୍ଠାରୁ...: [170, 1059, 271, 1076]
- event-item: • ଜିଲ୍ଲା ସ୍ତରୀୟ ଖେଳକୁଦ ପ୍ରତିଯୋଗିତା, ସ୍ଥାନ: ଭବାନୀପାଟଣା ଷ୍ଟାଡିୟମ, ସମୟ: ପୂର୍ବାହ୍ନ ୯ଟା: [890, 418, 1087, 445]
- district-heading: ବାଲେଶ୍ୱର: [10, 567, 92, 589]
- page-number: ୪: [1430, 4, 1457, 53]
- events-column-2: [230, 150, 440, 1030]
- black-dot-icon: [748, 2318, 760, 2330]
- column-divider: [884, 150, 885, 1030]
- rashi-separator: [1112, 548, 1474, 558]
- event-item: • ଗୋଷ୍ଠୀ ଶିକ୍ଷା ଶିବିର, ସ୍ଥାନ: ଦେବଗଡ଼ କଲେଜ, ସମୟ: ପୂର୍ବାହ୍ନ ୧୦ଟା: [670, 431, 863, 459]
- rashi-block: [1112, 252, 1474, 393]
- newspaper-logo: [38, 6, 132, 66]
- magenta-dot-icon: [1186, 2318, 1198, 2330]
- story4-headline: 'ଧର୍ମନିରପେକ୍ଷତା' ସମ୍ବିଧାନ...: [286, 1265, 439, 1323]
- news-column-3: [562, 1048, 828, 2310]
- column-divider: [280, 1048, 281, 2310]
- event-item: • ଗାନ୍ଧିଆ ପୂଜା ପାଇଁ ସମୀକ୍ଷା ବୈଠକ, ସ୍ଥାନ: ଜିଲ୍ଲାପାଳଙ୍କ କାର୍ଯ୍ୟାଳୟ, ସମୟ: ମଧ୍ୟାହ୍ନ ୧୨ଟା: [230, 151, 424, 193]
- story6-headline: ଏଲ୍‌ଏସିରୁ ସୈନ୍ୟ...: [562, 1160, 751, 1188]
- rashi-text: ପରିଶ୍ରମ ଅନୁଯାୟୀ ଫଳ ମିଳିବ। ନୂଆ ଯୋଜନା କାର୍ଯ୍ୟକାରୀ ହେବ। ସ୍ୱାସ୍ଥ୍ୟ ପ୍ରତି ଧ୍ୟାନ ଦେବା ଆବଶ୍ୟକ। ଅର୍ଥ ଆଗମ ହେବ। ମିତ୍ରଙ୍କ ସହଯୋଗରେ ସମସ୍ୟାର ସମାଧାନ ହେବ।: [1222, 408, 1452, 471]
- rashi-text: ସମୟର ସଦୁପଯୋଗ କରନ୍ତୁ। ବିଭିନ୍ନ ପାରିବାରିକ ସମସ୍ୟାର ସମାଧାନ ହେବ। କର୍ମକ୍ଷେତ୍ରରେ ଦାୟିତ୍ୱ ବଢ଼ିବ। ଅଧିକ ଖର୍ଚ୍ଚରୁ ଦୂରେଇ ରୁହନ୍ତୁ। ସ୍ୱାସ୍ଥ୍ୟ ଭଲ ରହିବ।: [1222, 718, 1466, 764]
- event-item: • ଗୁରୁପୂଜା ଉପଲକ୍ଷେ ଭଜନ ସନ୍ଧ୍ୟା, ସ୍ଥାନ: ଗାନ୍ଧୀ ଛକ, ସମୟ: ରାତି ୮ଟା: [670, 196, 875, 224]
- zodiac-icon: ♓: [1136, 1985, 1200, 2049]
- dateline: [175, 12, 334, 56]
- yellow-dot-icon: [294, 2318, 306, 2330]
- rashi-title: ତୁଳା: [1128, 1182, 1210, 1206]
- district-heading: କଳାହାଣ୍ଡି: [890, 362, 961, 384]
- cyan-dot-icon: [700, 2318, 712, 2330]
- print-registration-mark: [1400, 2316, 1414, 2332]
- gray-square-icon: [1400, 2317, 1414, 2331]
- zodiac-icon: ♈: [1136, 280, 1200, 344]
- rashi-title: ମେଷ: [1128, 252, 1210, 276]
- rashi-block: [1112, 1337, 1474, 1478]
- rashi-separator: [1112, 703, 1474, 713]
- event-item: • ଲୋକ ନୃତ୍ୟ ଉତ୍ସବ, ସ୍ଥାନ: ସମଲେଶ୍ୱରୀ ମନ୍ଦିର ପରିସର, ସମୟ: ସନ୍ଧ୍ୟା ୬ଟା: [450, 268, 655, 295]
- rashiphala-email: Email:-pkmahapatro@gmail.com: [1213, 228, 1377, 239]
- rashi-separator: [1112, 1013, 1474, 1023]
- story6-body: ପୂର୍ବ ଲଦାଖରେ ଭାରତ ଓ ଚୀନ ମଧ୍ୟରେ ସୀମା ବିବାଦ ସମାଧାନ ଦିଗରେ ଗୁରୁତ୍ୱପୂର୍ଣ୍ଣ ସହମତି ହୋଇଛି। ଡେପସାଙ୍ଗ ଓ ଡେମଚୋକ ଅଞ୍ଚଳରେ ପାଟ୍ରୋଲିଂ ବ୍ୟବସ୍ଥା ପୁଣି ଆରମ୍ଭ ହେବ। ବିଦେଶ ସଚିବ ଏହି ସୂଚନା ଦେଇଛନ୍ତି। ୨୦୨୦ ମସିହା ପରଠାରୁ ଉଭୟ ଦେଶ ମଧ୍ୟରେ ଉତ୍ତେଜନା ଲାଗି ରହିଥିଲା। ଦୁଇ ଦେଶର କୂଟନୈତିକ ଓ ସାମରିକ ସ୍ତରରେ ଅନେକ ଥର ଆଲୋଚନା ହୋଇଥିଲା। ଏହି ସହମତି ଦ୍ୱିପାକ୍ଷିକ ସମ୍ପର୍କ ପାଇଁ ଏକ ସକାରାତ୍ମକ ପଦକ୍ଷେପ ବୋଲି ବିଶେଷଜ୍ଞମାନେ ମତ ଦେଇଛନ୍ତି।: [562, 1192, 828, 1310]
- district-heading: କନ୍ଧମାଳ: [230, 391, 299, 413]
- event-item: • ଜିଲ୍ଲା ସ୍ତରୀୟ ଶିଶୁ ମହୋତ୍ସବ, ସ୍ଥାନ: ଜିଲ୍ଲା ପରିଷଦ ହଲ, ସମୟ: ପୂର୍ବାହ୍ନ ୧୦ଟା: [450, 180, 643, 207]
- zodiac-icon: ♌: [1136, 900, 1200, 964]
- event-item: • ୧୦ମ ଭୁବନେଶ୍ୱର ଅନ୍ତର୍ଜାତୀୟ ପାର୍ଣ୍ଣିକ ମେଳା, ସ୍ଥାନ: ଜନତା ମଇଦାନ, ସମୟ: ଅପରାହ୍ଣ ୫ଟା: [10, 284, 216, 311]
- event-item: • ବାଲିକା ଶିକ୍ଷା କାର୍ଯ୍ୟଶାଳା-୨୦୨୪, ସ୍ଥାନ: ଜିଲ୍ଲା ପରିଷଦ ହଲ, ସମୟ: ପୂର୍ବାହ୍ନ ୧୧ଟା: [670, 492, 865, 519]
- events-column-1: [10, 150, 220, 1030]
- event-item: • ଜିଲ୍ଲାସ୍ତରୀୟ ଯୋଗ ପ୍ରତିଯୋଗିତା, ସ୍ଥାନ: ଷ୍ଟାଡିୟମ, ସମୟ: ପୂର୍ବାହ୍ନ ୮ଟା: [10, 711, 192, 739]
- event-item: • ପୋଲିସ ସ୍ମୃତି ଦିବସ, ସ୍ଥାନ: ପୁଲିସ ରିଜର୍ଭ ପଡ଼ିଆ, ସମୟ: ସକାଳ ୮ଟା: [230, 417, 435, 444]
- yellow-dot-icon: [732, 2318, 744, 2330]
- event-item: • ଗଜଲକ୍ଷ୍ମୀ ପୂଜା କମିଟି ବୈଠକ, ସ୍ଥାନ: ବାଜାର ଛକ, ସମୟ: ସନ୍ଧ୍ୟା ୫ଟା: [890, 181, 1099, 208]
- column-divider: [832, 1048, 833, 2310]
- rashi-title: ବୃଷ: [1128, 407, 1210, 431]
- district-heading: କଟକ: [10, 391, 50, 413]
- logo-years-label: Years: [75, 51, 95, 59]
- column-divider: [224, 150, 225, 1030]
- rashi-separator: [1112, 1168, 1474, 1178]
- print-registration-mark: [1170, 2316, 1230, 2332]
- page-divider: [1396, 8, 1399, 64]
